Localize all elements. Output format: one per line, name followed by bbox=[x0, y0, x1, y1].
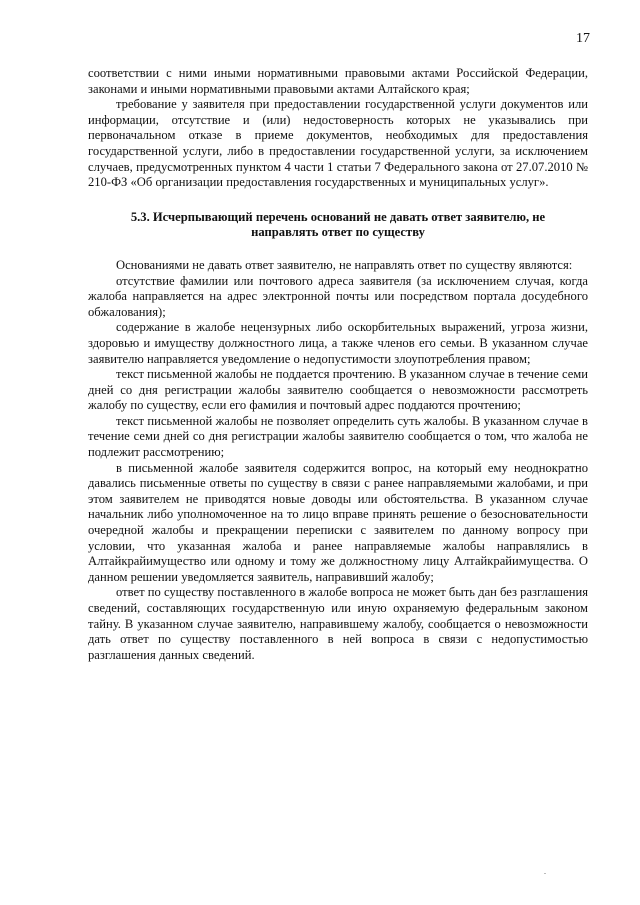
section-heading-line: направлять ответ по существу bbox=[251, 225, 425, 240]
section-heading-line: 5.3. Исчерпывающий перечень оснований не давать ответ заявителю, не bbox=[130, 209, 546, 224]
scan-speck bbox=[544, 873, 546, 874]
page-number: 17 bbox=[576, 31, 590, 46]
paragraph: требование у заявителя при предоставлении государственной услуги документов или информации, отсутствие и (или) недостоверность которых не указывались при первоначальном отказе в приеме документов, необходимых для предоставления государственной услуги, либо в предоставлении государственной услуги, за исключением случаев, предусмотренных пунктом 4 части 1 статьи 7 Федерального закона от 27.07.2010 № 210-ФЗ «Об организации предоставления государственных и муниципальных услуг». bbox=[88, 97, 588, 190]
paragraph: текст письменной жалобы не позволяет определить суть жалобы. В указанном случае в течение семи дней со дня регистрации жалобы заявителю сообщается о том, что жалоба не подлежит рассмотрению; bbox=[88, 413, 588, 460]
paragraph: текст письменной жалобы не поддается прочтению. В указанном случае в течение семи дней со дня регистрации жалобы заявителю сообщается о невозможности рассмотреть жалобу по существу, если его фамилия и почтовый адрес поддаются прочтению; bbox=[88, 367, 588, 413]
paragraph: в письменной жалобе заявителя содержится вопрос, на который ему неоднократно давались письменные ответы по существу в связи с ранее направляемыми жалобами, и при этом заявителем не приводятся новые доводы или обстоятельства. В указанном случае начальник либо уполномоченное на то лицо вправе принять решение о безосновательности очередной жалобы и прекращении переписки с заявителем по данному вопросу при условии, что указанная жалоба и ранее направляемые жалобы направлялись в Алтайкрайимущество или одному и тому же должностному лицу Алтайкрайимущества. О данном решении уведомляется заявитель, направивший жалобу; bbox=[88, 460, 588, 584]
paragraph: отсутствие фамилии или почтового адреса заявителя (за исключением случая, когда жалоба направляется на адрес электронной почты или посредством портала досудебного обжалования); bbox=[88, 273, 588, 319]
document-body bbox=[88, 66, 588, 663]
paragraph: содержание в жалобе нецензурных либо оскорбительных выражений, угроза жизни, здоровью и имуществу должностного лица, а также членов его семьи. В указанном случае заявителю направляется уведомление о недопустимости злоупотребления правом; bbox=[88, 320, 588, 366]
paragraph: ответ по существу поставленного в жалобе вопроса не может быть дан без разглашения сведений, составляющих государственную или иную охраняемую федеральным законом тайну. В указанном случае заявителю, направившему жалобу, сообщается о невозможности дать ответ по существу поставленного в ней вопроса в связи с недопустимостью разглашения данных сведений. bbox=[88, 585, 588, 662]
section-heading bbox=[88, 210, 588, 241]
paragraph: Основаниями не давать ответ заявителю, не направлять ответ по существу являются: bbox=[116, 257, 573, 272]
paragraph: соответствии с ними иными нормативными правовыми актами Российской Федерации, законами и иными нормативными правовыми актами Алтайского края; bbox=[88, 66, 588, 96]
